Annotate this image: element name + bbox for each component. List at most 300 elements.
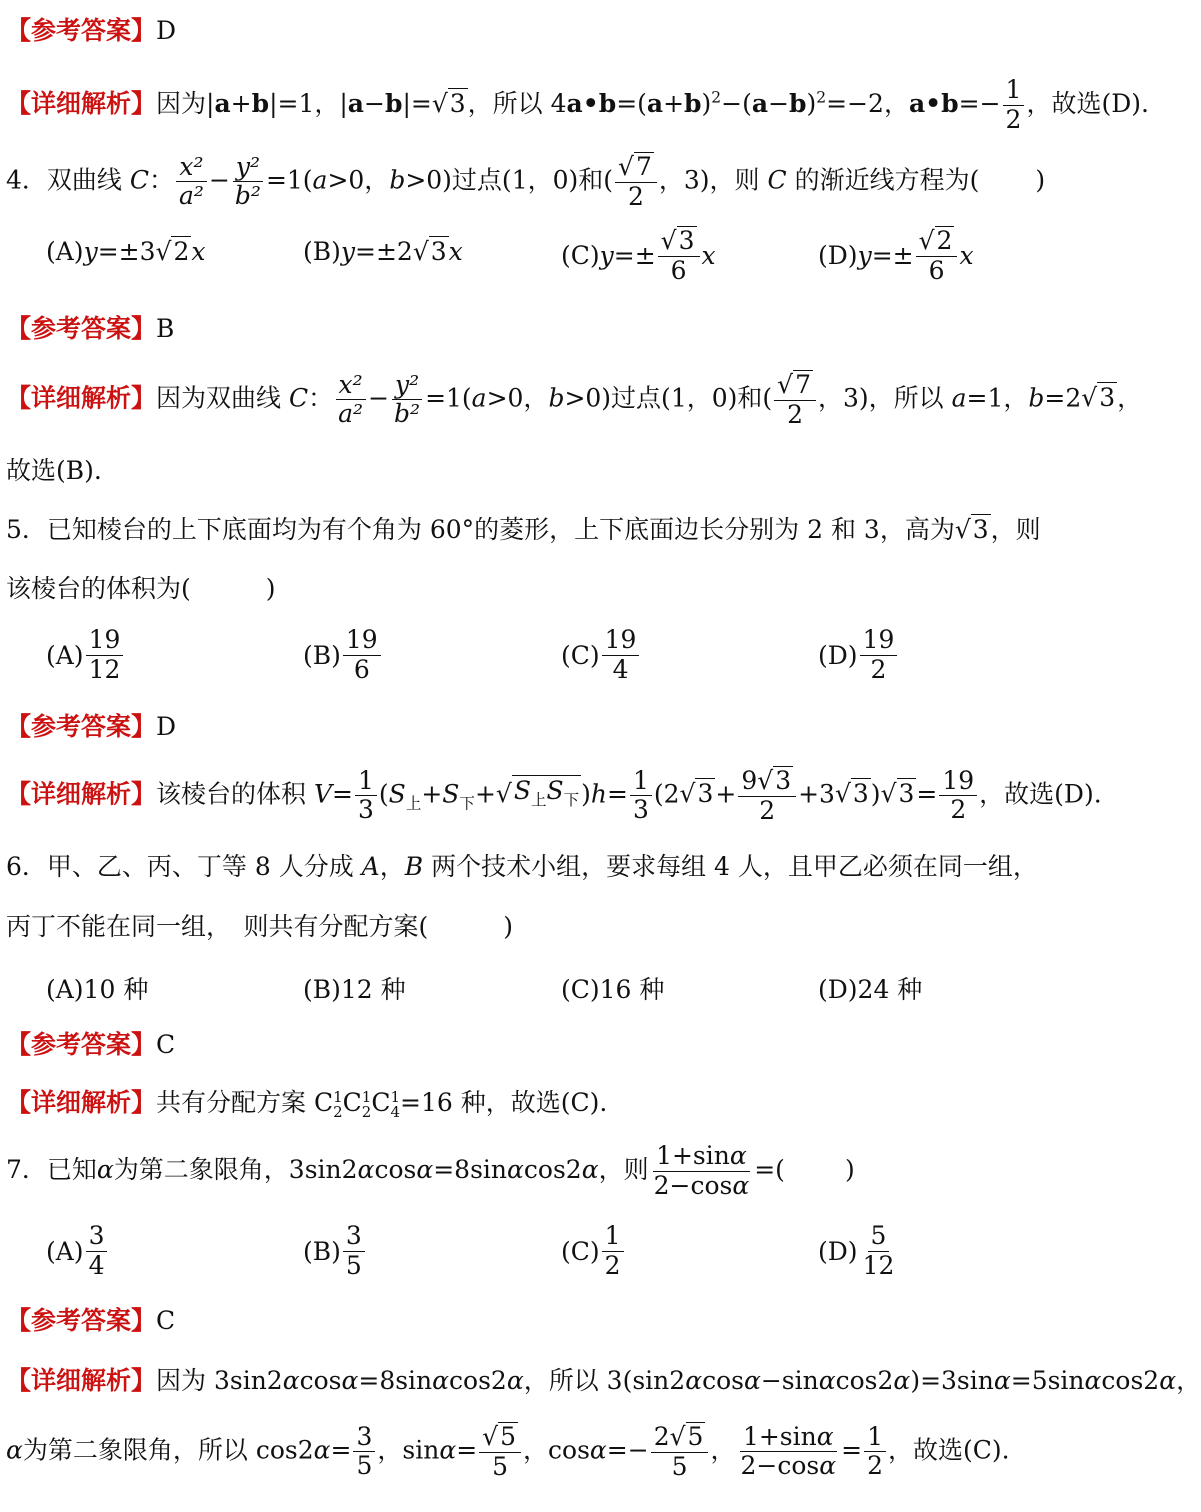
var-alpha: α [816,1421,834,1451]
option-label: (B) [303,236,341,266]
radicand: 3 [775,766,792,795]
var-a: a [951,383,967,413]
sqrt: √ 3 [412,237,447,266]
vec-a: a [646,88,664,118]
var-alpha: α [729,1141,747,1170]
q7-answer-line [6,1306,1074,1336]
q4-option-b[interactable] [303,236,463,266]
numerator: 1 [602,1222,624,1252]
fraction [343,1222,365,1281]
text: (2 [653,779,680,809]
option-label: (A) [46,640,84,670]
text: >0)过点(1，0)和( [405,165,614,195]
text: cos2 [1101,1366,1160,1395]
q4-option-c[interactable] [561,226,716,286]
denominator: b² [394,399,421,429]
text: ，sin [377,1435,440,1465]
text: −sin [760,1366,819,1395]
var-alpha: α [818,1366,836,1395]
numerator-coef: 2 [653,1422,670,1451]
text: 为第二象限角，所以 cos2 [22,1435,314,1465]
denominator: 4 [612,654,629,684]
fraction [86,626,124,685]
text: =8sin [358,1366,433,1395]
text: =± [871,241,914,271]
q7-option-d[interactable] [818,1222,899,1281]
sqrt: √ 5 [482,1422,517,1451]
text: )=3sin [910,1366,994,1395]
option-text: (C)16 种 [561,975,665,1004]
text: − [364,88,385,118]
denominator: 2 [627,181,644,211]
q4-stem [6,152,1074,212]
var-S: S [546,775,564,805]
var-y: y [857,241,872,271]
superscript: 1 [361,1087,372,1106]
option-text: (B)12 种 [303,975,406,1004]
text: 2−cos [740,1451,820,1481]
q5-option-d[interactable] [818,626,899,685]
text: + [663,88,685,118]
fraction [860,1222,898,1281]
text: ，3)，则 [658,165,760,195]
denominator: a² [338,399,364,429]
text: =2 [1044,383,1082,413]
fraction [602,626,640,685]
text: =5sin [1010,1366,1085,1395]
text: ，故选(D). [979,779,1102,809]
text: ， [710,1435,736,1465]
text: cos2 [449,1366,507,1395]
answer-tag: 【参考答案】 [6,1030,157,1059]
denominator: b² [234,181,261,211]
vec-a: a [347,88,364,118]
numerator: x² [336,371,366,401]
q7-option-c[interactable] [561,1222,626,1281]
var-C: C [288,383,309,413]
text: ) [844,1154,855,1184]
text: 丙丁不能在同一组， 则共有分配方案( ) [6,912,514,941]
text: − [208,165,230,195]
text: = [332,779,353,809]
q5-option-a[interactable] [46,626,125,685]
var-alpha: α [282,1366,300,1395]
text: ) [701,88,712,118]
answer-tag: 【参考答案】 [6,16,157,45]
q7-stem [6,1142,1074,1201]
text: >0)过点(1，0)和( [564,383,773,413]
text: 7．已知 [6,1154,97,1184]
denominator: 6 [928,255,945,285]
text: + [715,779,737,809]
text: 因为 3sin2 [156,1366,283,1395]
text: 1+sin [742,1421,817,1451]
numerator: 3 [353,1423,375,1453]
text: =1， [966,383,1029,413]
text: ) [581,779,591,809]
numerator: 19 [602,626,640,656]
text: 因为双曲线 [156,383,282,413]
text: ，3)，所以 [817,383,944,413]
radicand: 3 [697,779,714,809]
var-a: a [312,165,328,195]
fraction [630,767,652,826]
text: − [368,383,390,413]
text: =8sin [433,1154,507,1184]
var-alpha: α [893,1366,911,1395]
q4-option-a[interactable] [46,236,205,266]
denominator: 5 [671,1451,688,1481]
fraction [353,1423,375,1482]
text: = [330,1435,352,1465]
var-x: x [959,241,974,271]
vec-b: b [789,88,807,118]
text: ，则 [990,515,1041,544]
text: cos [374,1154,417,1184]
text: C [371,1088,391,1117]
numerator: y² [233,153,263,183]
var-alpha: α [416,1154,434,1184]
sqrt: √ 3 [954,515,989,544]
numerator: 1 [355,767,377,797]
numerator-coef: 9 [741,766,758,795]
text: −( [721,88,752,118]
text: |= [402,88,432,118]
var-y: y [83,236,98,266]
option-label: (C) [561,1236,600,1266]
var-alpha: α [6,1435,23,1465]
q5-option-b[interactable] [303,626,383,685]
radicand: 7 [635,152,652,181]
radicand: 3 [852,779,869,809]
answer-tag: 【参考答案】 [6,712,157,741]
text: =± [613,241,656,271]
denominator: 3 [358,795,374,825]
exponent: 2 [816,88,827,107]
text: ，故选(C). [887,1435,1010,1465]
option-label: (D) [818,241,858,271]
q6-option-c[interactable] [561,970,664,1006]
superscript: 1 [333,1087,343,1106]
analysis-tag: 【详细解析】 [6,383,157,413]
var-y: y [599,241,614,271]
text: 为第二象限角，3sin2 [113,1154,358,1184]
text: ，则 [598,1154,649,1184]
var-alpha: α [357,1154,375,1184]
numerator: 19 [860,626,898,656]
sqrt: √ 3 [679,779,714,809]
fraction [355,767,377,826]
analysis-tag: 【详细解析】 [6,1366,157,1395]
text: 该棱台的体积为( ) [6,574,276,603]
sqrt: √ 3 [431,88,466,118]
text: + [230,88,252,118]
text: + [421,779,443,809]
var-S: S [442,779,460,809]
text: ： [149,165,175,195]
text: ( [378,779,389,809]
sqrt: √ 2 [155,237,190,266]
fraction [176,153,207,212]
text: 5．已知棱台的上下底面均为有个角为 60°的菱形，上下底面边长分别为 2 和 3，高为 [6,515,955,544]
radicand [512,775,581,810]
var-x: x [448,236,463,266]
vec-b: b [251,88,270,118]
fraction [916,226,958,286]
radicand: 2 [936,226,953,255]
fraction [479,1422,521,1482]
combination-index [390,1087,401,1121]
numerator: 19 [343,626,381,656]
q3-answer-line [6,16,1074,46]
text: =− [958,88,1001,118]
radicand: 3 [678,226,695,255]
fraction [232,153,264,212]
sqrt: √ 3 [880,779,915,809]
fraction [651,1142,753,1201]
denominator: 2 [950,795,967,825]
radicand: 3 [449,88,466,118]
fraction [335,371,366,430]
text: =1( [425,383,472,413]
q6-option-a[interactable] [46,970,148,1006]
denominator: 2 [759,795,776,825]
text: + [474,779,496,809]
q6-option-d[interactable] [818,970,922,1006]
text: ， [379,852,405,881]
option-label: (B) [303,1236,341,1266]
fraction [1003,76,1025,135]
var-alpha: α [1084,1366,1102,1395]
q7-analysis-line [6,1366,1201,1396]
denominator: 5 [492,1451,509,1481]
text: 故选(B). [6,456,102,485]
radicand: 7 [795,370,811,399]
q7-option-a[interactable] [46,1222,109,1281]
text: 的渐近线方程为( [794,165,980,195]
sqrt: √ 3 [1081,383,1116,413]
text: cos2 [835,1366,894,1395]
option-text: (D)24 种 [818,975,923,1004]
text: = [456,1435,478,1465]
vec-a: a [751,88,769,118]
fraction [774,370,816,430]
var-h: h [590,779,608,809]
denominator: 4 [88,1250,105,1280]
var-alpha: α [732,1170,750,1200]
q6-answer-value: C [156,1030,176,1059]
vec-b: b [684,88,702,118]
var-alpha: α [313,1435,331,1465]
var-S: S [513,775,531,805]
dot-product: a•b [566,88,617,118]
fraction [615,152,657,212]
denominator: 12 [88,654,121,684]
combination-index [361,1087,372,1121]
subscript: 2 [333,1102,343,1121]
text: =16 种，故选(C). [400,1088,608,1117]
numerator: 1 [864,1423,886,1453]
fraction [86,1222,108,1281]
denominator: 2 [604,1250,621,1280]
text: =− [606,1435,649,1465]
subscript: 上 [405,794,422,813]
q5-option-c[interactable] [561,626,641,685]
text: C [342,1088,362,1117]
var-alpha: α [96,1154,114,1184]
denominator: 5 [356,1451,373,1481]
text: − [768,88,790,118]
q7-option-b[interactable] [303,1222,367,1281]
option-label: (C) [561,640,600,670]
sqrt: √ 3 [834,779,869,809]
var-a: a [471,383,487,413]
q5-analysis-line [6,765,1102,826]
denominator: 6 [353,654,370,684]
text: = [916,779,938,809]
q6-answer-line [6,1030,1074,1060]
var-A: A [361,852,380,881]
sqrt: √ 5 [669,1422,704,1451]
denominator: 2 [870,654,887,684]
var-alpha: α [506,1366,524,1395]
denominator: 2 [1005,104,1022,134]
text: cos [702,1366,744,1395]
var-alpha: α [589,1435,607,1465]
q6-analysis-line [6,1088,1074,1120]
var-alpha: α [581,1154,599,1184]
numerator: 5 [868,1222,890,1252]
denominator: 12 [862,1250,895,1280]
option-label: (D) [818,640,858,670]
numerator: 1 [630,767,652,797]
fraction [343,626,381,685]
text: +3 [798,779,835,809]
q6-stem-2 [6,912,1074,942]
var-b: b [548,383,565,413]
analysis-tag: 【详细解析】 [6,88,157,118]
var-alpha: α [1159,1366,1177,1395]
text: 共有分配方案 C [156,1088,334,1117]
text: 两个技术小组，要求每组 4 人，且甲乙必须在同一组， [431,852,1038,881]
radicand: 3 [972,515,989,544]
q4-answer-line [6,314,1074,344]
option-label: (C) [561,241,600,271]
combination-index [333,1087,343,1121]
var-alpha: α [685,1366,703,1395]
var-b: b [1028,383,1045,413]
text: 6．甲、乙、丙、丁等 8 人分成 [6,852,354,881]
text: |=1，| [269,88,348,118]
analysis-tag: 【详细解析】 [6,779,157,809]
fraction [602,1222,624,1281]
var-S: S [388,779,406,809]
text: ： [308,383,334,413]
sqrt: √ 3 [757,766,792,795]
q5-answer-value: D [156,712,177,741]
q7-options [0,1218,1080,1298]
text: =±2 [355,236,413,266]
sqrt: √ 2 [918,226,953,255]
q3-analysis-line [6,75,1149,135]
q7-analysis-line-2 [6,1422,1074,1482]
var-x: x [701,241,716,271]
text: >0， [486,383,549,413]
var-alpha: α [439,1435,457,1465]
numerator: 3 [343,1222,365,1252]
text: ) [1035,165,1046,195]
text: 4．双曲线 [6,165,122,195]
text: ) [806,88,817,118]
radicand: 3 [898,779,915,809]
var-x: x [191,236,206,266]
sqrt: √ 7 [777,370,811,399]
radicand: 5 [500,1422,517,1451]
text: =1( [265,165,313,195]
text: ，所以 3(sin2 [523,1366,686,1395]
var-alpha: α [507,1154,524,1184]
q4-options [0,226,1080,306]
q4-option-d[interactable] [818,226,974,286]
option-label: (B) [303,640,341,670]
text: cos [299,1366,342,1395]
q4-answer-value: B [156,314,175,343]
q6-stem-1 [6,852,1074,882]
option-label: (A) [46,236,84,266]
text: ， [1117,383,1143,413]
text: 该棱台的体积 [156,779,307,809]
var-alpha: α [993,1366,1011,1395]
denominator: 2 [787,399,804,429]
exponent: 2 [711,88,722,107]
answer-tag: 【参考答案】 [6,314,157,343]
denominator: 5 [345,1250,362,1280]
option-label: (A) [46,1236,84,1266]
subscript: 4 [390,1102,401,1121]
q3-answer-value: D [156,16,177,45]
q5-stem-2 [6,574,1074,604]
text: = [607,779,628,809]
sqrt: √ 7 [618,152,652,181]
fraction [391,371,423,430]
text: =( [616,88,647,118]
dot-product: a•b [908,88,959,118]
numerator: x² [176,153,206,183]
var-alpha: α [432,1366,450,1395]
text: 因为| [156,88,215,118]
numerator: y² [392,371,422,401]
fraction [658,226,700,286]
radicand: 5 [687,1422,704,1451]
analysis-tag: 【详细解析】 [6,1088,157,1117]
numerator: 19 [86,626,124,656]
fraction [737,1423,839,1482]
radicand: 2 [173,237,190,266]
q6-option-b[interactable] [303,970,406,1006]
text: ) [870,779,881,809]
var-alpha: α [743,1366,761,1395]
var-b: b [389,165,406,195]
vec-b: b [384,88,403,118]
text: cos2 [523,1154,582,1184]
subscript: 2 [361,1102,372,1121]
var-alpha: α [819,1451,837,1481]
subscript: 下 [563,790,580,809]
numerator: 1 [1003,76,1025,106]
q5-options [0,622,1080,702]
subscript: 下 [459,794,475,813]
text: =( [754,1154,785,1184]
